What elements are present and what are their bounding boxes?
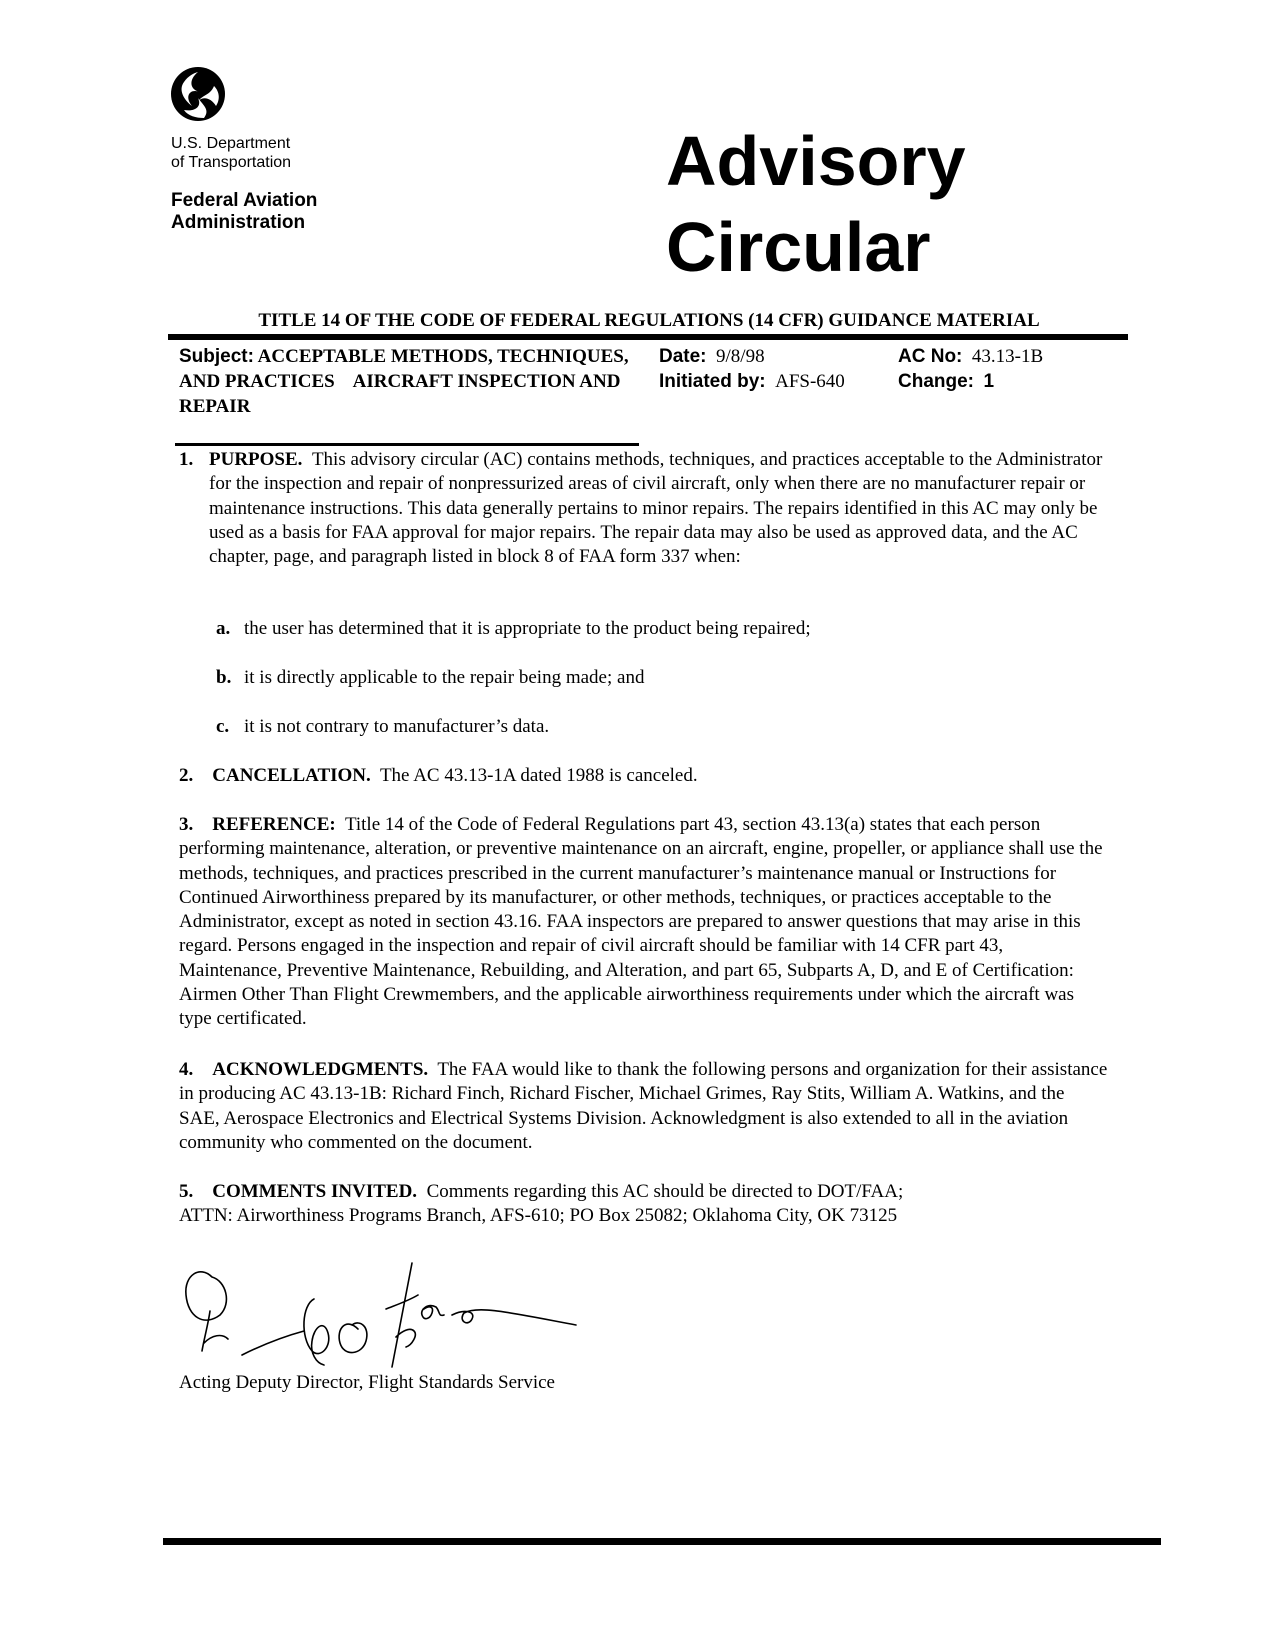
section-number: 2. <box>179 765 194 786</box>
change-label: Change: <box>898 371 974 392</box>
item-text: it is not contrary to manufacturer’s data. <box>244 716 550 737</box>
section-heading: PURPOSE. <box>209 449 303 470</box>
date-label: Date: <box>659 346 707 367</box>
dept-line-2: of Transportation <box>171 154 292 171</box>
section-number: 3. <box>179 814 194 835</box>
document-title <box>666 118 966 290</box>
section-acknowledgments <box>179 1058 1109 1155</box>
section-purpose <box>179 448 1109 569</box>
item-letter: a. <box>216 618 231 639</box>
section-text-line-2: ATTN: Airworthiness Programs Branch, AFS-610; PO Box 25082; Oklahoma City, OK 73125 <box>179 1205 898 1227</box>
purpose-item-a <box>216 617 811 641</box>
acno-label: AC No: <box>898 346 963 367</box>
initiated-value: AFS-640 <box>775 371 845 392</box>
item-letter: b. <box>216 667 232 688</box>
section-text-line-1: Comments regarding this AC should be directed to DOT/FAA; <box>426 1181 904 1202</box>
section-heading: REFERENCE: <box>212 814 336 835</box>
section-heading: ACKNOWLEDGMENTS. <box>212 1059 429 1080</box>
signatory-title: Acting Deputy Director, Flight Standards Service <box>179 1372 555 1393</box>
acno-value: 43.13-1B <box>971 346 1044 367</box>
footer-rule <box>163 1538 1161 1545</box>
item-text: the user has determined that it is appropriate to the product being repaired; <box>244 618 811 639</box>
section-comments <box>179 1180 1109 1229</box>
section-text: The AC 43.13-1A dated 1988 is canceled. <box>379 765 698 786</box>
title-line-2: Circular <box>666 208 931 286</box>
section-text: The FAA would like to thank the following persons and organization for their assistance in producing AC 43.13-1B: Richard Finch, Richard Fischer, Michael Grimes, Ray Stits, William A. Watkins, and the SAE, Aerospace Electronics and Electrical Systems Division. Acknowledgment is also extended to all in the aviation community who commented on the document. <box>179 1059 1108 1153</box>
dept-line-1: U.S. Department <box>171 135 291 152</box>
section-text: Title 14 of the Code of Federal Regulations part 43, section 43.13(a) states that each person performing maintenance, alteration, or preventive maintenance on an aircraft, engine, propeller, or appliance shall use the methods, techniques, and practices prescribed in the current manufacturer’s maintenance manual or Instructions for Continued Airworthiness prepared by its manufacturer, or other methods, techniques, or practices acceptable to the Administrator, except as noted in section 43.16. FAA inspectors are prepared to answer questions that may arise in this regard. Persons engaged in the inspection and repair of civil aircraft should be familiar with 14 CFR part 43, Maintenance, Preventive Maintenance, Rebuilding, and Alteration, and part 65, Subparts A, D, and E of Certification: Airmen Other Than Flight Crewmembers, and the applicable airworthiness requirements under which the aircraft was type certificated. <box>179 814 1103 1030</box>
date-value: 9/8/98 <box>716 346 765 367</box>
section-heading: CANCELLATION. <box>212 765 371 786</box>
subject-text: ACCEPTABLE METHODS, TECHNIQUES, AND PRACTICES AIRCRAFT INSPECTION AND REPAIR <box>179 346 633 417</box>
item-letter: c. <box>216 716 230 737</box>
item-text: it is directly applicable to the repair being made; and <box>244 667 645 688</box>
subject-label: Subject: <box>179 346 254 367</box>
date-initiated-block <box>659 344 845 394</box>
section-number: 5. <box>179 1181 194 1202</box>
agency-line-2: Administration <box>171 212 306 233</box>
agency-name <box>171 190 317 234</box>
initiated-label: Initiated by: <box>659 371 766 392</box>
section-heading: COMMENTS INVITED. <box>212 1181 418 1202</box>
subject-block <box>179 344 649 419</box>
purpose-item-b <box>216 666 644 690</box>
section-text: This advisory circular (AC) contains methods, techniques, and practices acceptable to the Administrator for the inspection and repair of nonpressurized areas of civil aircraft, only when there are no manufacturer repair or maintenance instructions. This data generally pertains to minor repairs. The repairs identified in this AC may only be used as a basis for FAA approval for major repairs. The repair data may also be used as approved data, and the AC chapter, page, and paragraph listed in block 8 of FAA form 337 when: <box>209 449 1103 568</box>
section-number: 1. <box>179 449 194 470</box>
subject-underline <box>175 443 639 446</box>
department-name <box>171 134 291 172</box>
agency-line-1: Federal Aviation <box>171 190 318 211</box>
title-line-1: Advisory <box>666 122 966 200</box>
header-rule <box>168 334 1128 340</box>
change-value: 1 <box>983 371 995 392</box>
purpose-item-c <box>216 715 549 739</box>
section-reference <box>179 813 1109 1032</box>
section-number: 4. <box>179 1059 194 1080</box>
ac-number-block <box>898 344 1043 394</box>
dot-logo-icon <box>170 66 226 122</box>
handwritten-signature <box>182 1255 606 1375</box>
cfr-banner: TITLE 14 OF THE CODE OF FEDERAL REGULATIONS (14 CFR) GUIDANCE MATERIAL <box>258 310 1040 331</box>
section-cancellation <box>179 764 698 788</box>
